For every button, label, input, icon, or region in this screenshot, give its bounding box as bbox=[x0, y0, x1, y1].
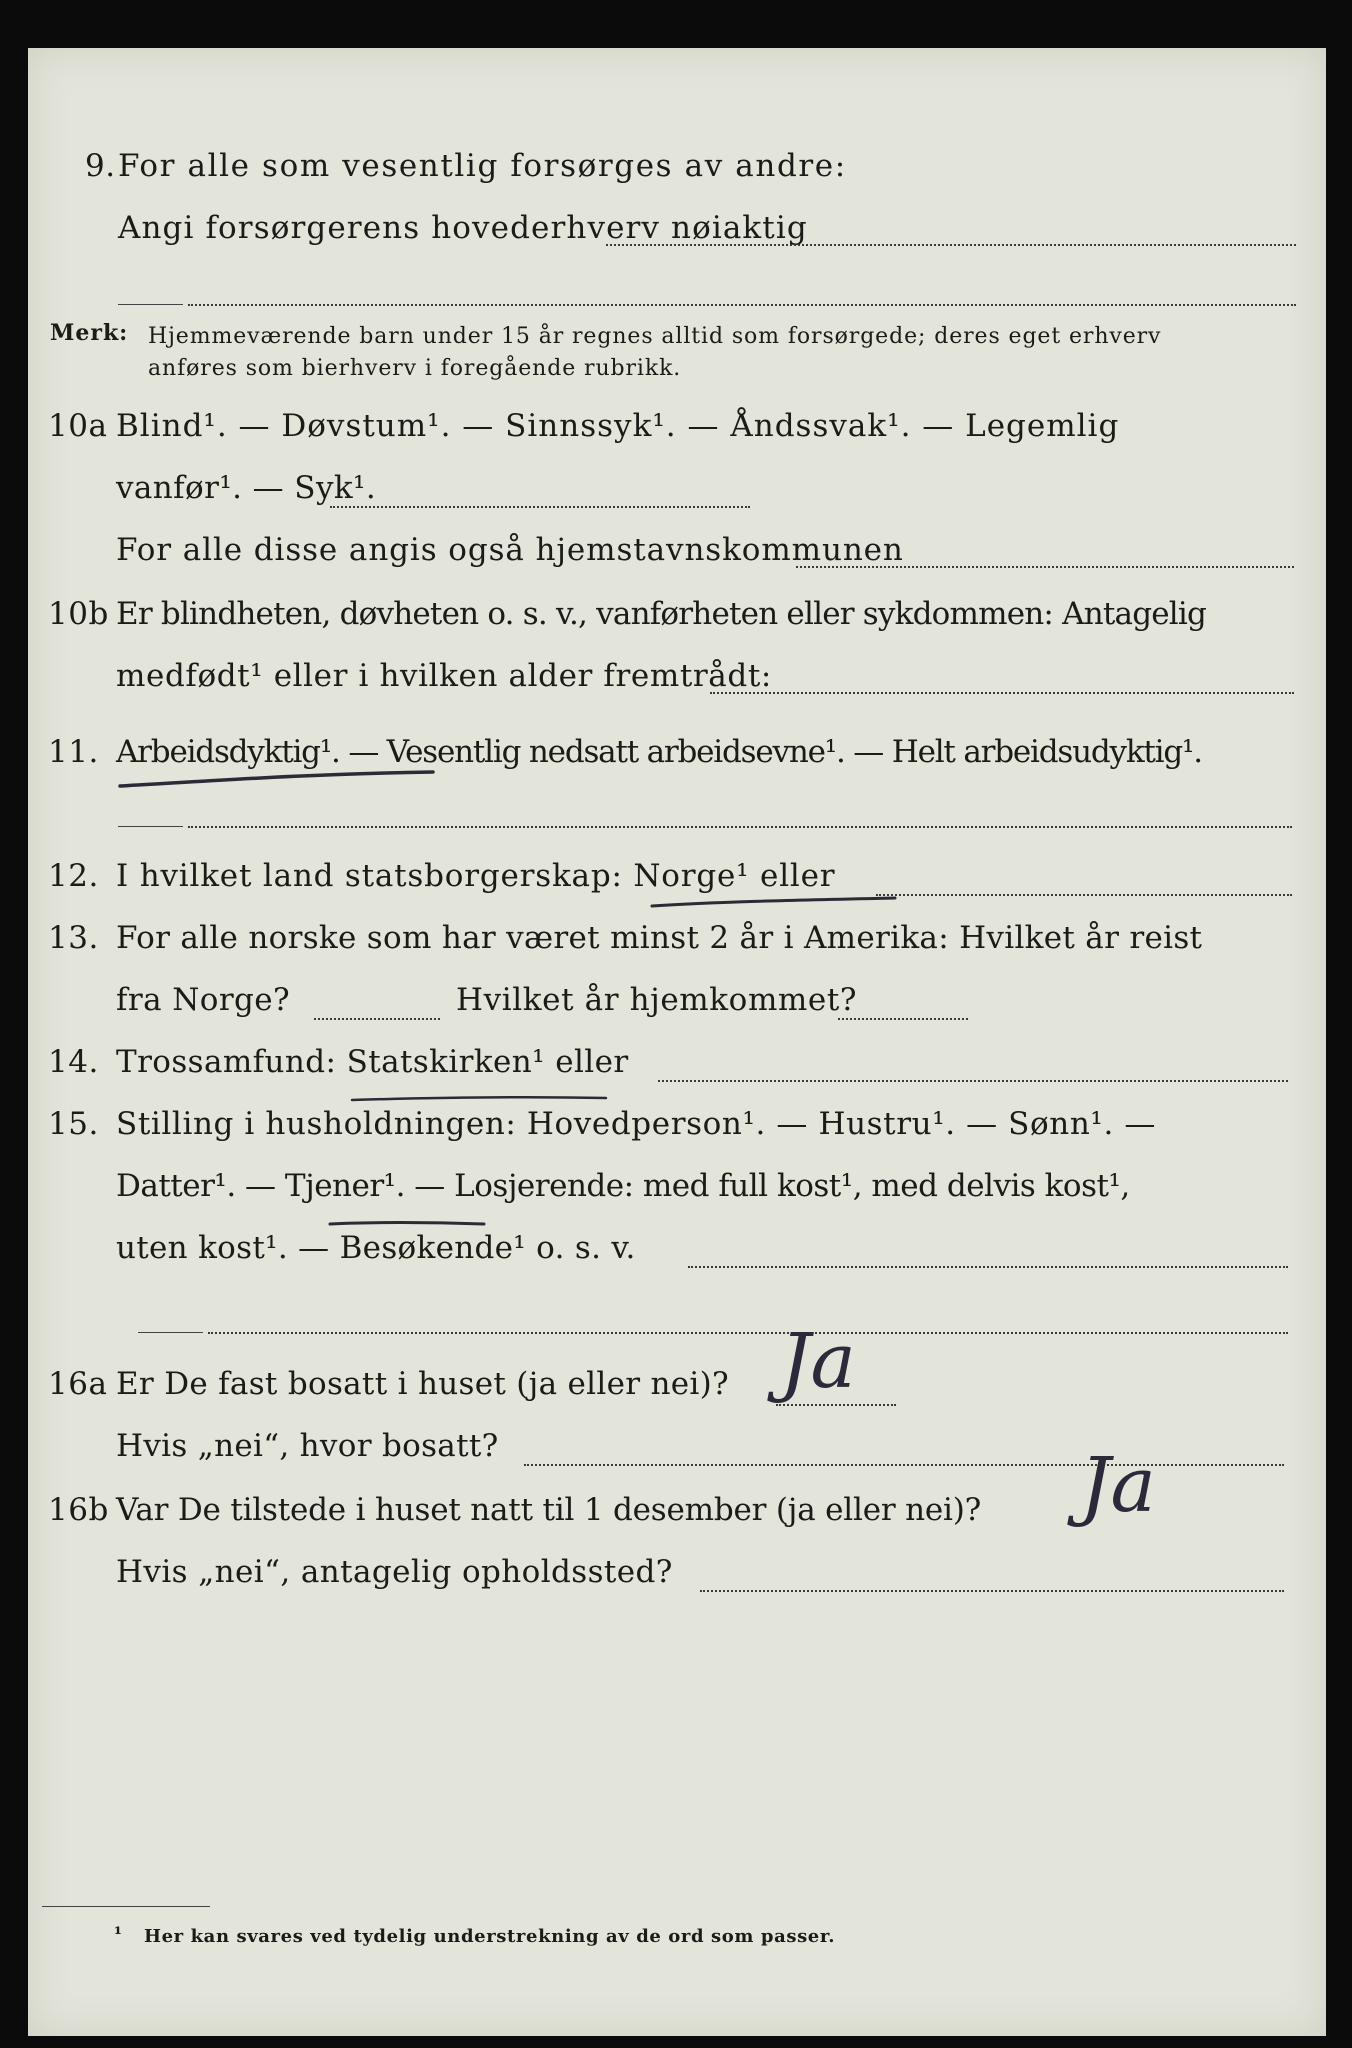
question-10a-answer-line-2[interactable] bbox=[796, 566, 1294, 568]
question-13-line-2a: fra Norge? bbox=[116, 982, 291, 1018]
separator-dotted bbox=[188, 304, 1296, 306]
separator-dotted-2 bbox=[188, 826, 1292, 828]
question-16b-number: 16b bbox=[48, 1492, 109, 1528]
question-11-number: 11. bbox=[48, 734, 99, 770]
question-14-line-1: Trossamfund: Statskirken¹ eller bbox=[116, 1044, 629, 1080]
question-15-answer-line[interactable] bbox=[688, 1266, 1288, 1268]
question-15-line-2: Datter¹. — Tjener¹. — Losjerende: med full kost¹, med delvis kost¹, bbox=[116, 1168, 1130, 1204]
question-13-number: 13. bbox=[48, 920, 99, 956]
question-16a-line-1: Er De fast bosatt i huset (ja eller nei)? bbox=[116, 1366, 729, 1402]
question-14-answer-line[interactable] bbox=[658, 1080, 1288, 1082]
question-10b-line-2: medfødt¹ eller i hvilken alder fremtrådt: bbox=[116, 658, 772, 694]
question-15-number: 15. bbox=[48, 1106, 99, 1142]
question-14-number: 14. bbox=[48, 1044, 99, 1080]
question-15-line-1: Stilling i husholdningen: Hovedperson¹. — Hustru¹. — Sønn¹. — bbox=[116, 1106, 1156, 1142]
question-9-answer-line[interactable] bbox=[606, 244, 1296, 246]
question-12-answer-line[interactable] bbox=[876, 894, 1292, 896]
question-10b-number: 10b bbox=[48, 596, 109, 632]
question-10a-line-1: Blind¹. — Døvstum¹. — Sinnssyk¹. — Åndssvak¹. — Legemlig bbox=[116, 408, 1120, 444]
question-13-answer-line-2[interactable] bbox=[838, 1018, 968, 1020]
separator-short bbox=[118, 304, 183, 305]
question-15-line-3: uten kost¹. — Besøkende¹ o. s. v. bbox=[116, 1230, 636, 1266]
separator-short-2 bbox=[118, 826, 183, 827]
question-10b-line-1: Er blindheten, døvheten o. s. v., vanførheten eller sykdommen: Antagelig bbox=[116, 596, 1207, 632]
question-13-line-2b: Hvilket år hjemkommet? bbox=[456, 982, 858, 1018]
question-16b-answer-line[interactable] bbox=[700, 1590, 1284, 1592]
underline-norge bbox=[650, 894, 900, 914]
question-10a-answer-line-1[interactable] bbox=[330, 506, 750, 508]
question-10b-answer-line[interactable] bbox=[710, 692, 1294, 694]
question-13-answer-line-1[interactable] bbox=[314, 1018, 440, 1020]
question-16a-handwritten-answer: Ja bbox=[780, 1316, 856, 1405]
question-9-line-2: Angi forsørgerens hovederhverv nøiaktig bbox=[118, 210, 808, 246]
question-16a-number: 16a bbox=[48, 1366, 108, 1402]
question-12-number: 12. bbox=[48, 858, 99, 894]
question-10a-line-2: vanfør¹. — Syk¹. bbox=[116, 470, 377, 506]
merk-line-2: anføres som bierhverv i foregående rubrikk. bbox=[148, 356, 682, 381]
merk-label: Merk: bbox=[50, 320, 129, 346]
census-form-page bbox=[28, 48, 1326, 2036]
question-9-line-1: For alle som vesentlig forsørges av andre: bbox=[118, 148, 847, 184]
underline-arbeidsdyktig bbox=[118, 764, 438, 794]
question-16a-answer-line-2[interactable] bbox=[524, 1464, 1284, 1466]
question-10a-line-3: For alle disse angis også hjemstavnskommunen bbox=[116, 532, 904, 568]
question-12-line-1: I hvilket land statsborgerskap: Norge¹ eller bbox=[116, 858, 836, 894]
separator-dotted-3 bbox=[208, 1332, 1288, 1334]
footnote-rule bbox=[42, 1906, 210, 1907]
question-11-line-1: Arbeidsdyktig¹. — Vesentlig nedsatt arbeidsevne¹. — Helt arbeidsudyktig¹. bbox=[116, 734, 1202, 770]
separator-short-3 bbox=[138, 1332, 203, 1333]
question-16b-line-2: Hvis „nei“, antagelig opholdssted? bbox=[116, 1554, 673, 1590]
footnote-text: Her kan svares ved tydelig understrekning av de ord som passer. bbox=[144, 1926, 836, 1947]
footnote-mark: ¹ bbox=[114, 1924, 123, 1945]
question-10a-number: 10a bbox=[48, 408, 108, 444]
question-16b-line-1: Var De tilstede i huset natt til 1 desember (ja eller nei)? bbox=[116, 1492, 982, 1528]
question-16a-line-2: Hvis „nei“, hvor bosatt? bbox=[116, 1428, 499, 1464]
question-9-number: 9. bbox=[85, 148, 116, 184]
question-13-line-1: For alle norske som har været minst 2 år i Amerika: Hvilket år reist bbox=[116, 920, 1203, 956]
merk-line-1: Hjemmeværende barn under 15 år regnes alltid som forsørgede; deres eget erhverv bbox=[148, 324, 1162, 349]
question-16b-handwritten-answer: Ja bbox=[1080, 1440, 1156, 1529]
